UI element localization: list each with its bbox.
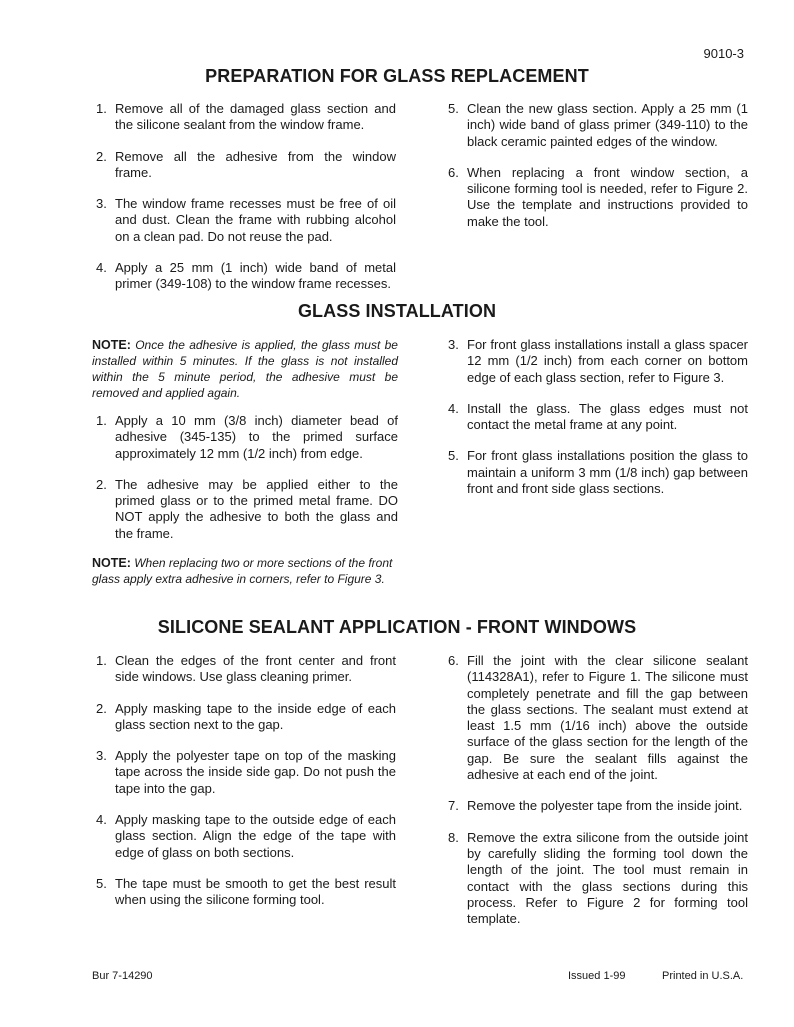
item-text: For front glass installations install a glass spacer 12 mm (1/2 inch) from each corner on bottom edge of each glass section, refer to Figure 3.: [467, 337, 748, 385]
item-number: 4.: [96, 260, 107, 276]
item-number: 1.: [96, 101, 107, 116]
item-text: Apply masking tape to the inside edge of each glass section next to the gap.: [115, 700, 396, 732]
item-number: 4.: [96, 812, 107, 828]
item-text: Apply the polyester tape on top of the masking tape across the inside side gap. Do not push the tape into the gap.: [115, 748, 396, 796]
section-title-installation: GLASS INSTALLATION: [297, 301, 497, 321]
item-text: Clean the new glass section. Apply a 25 mm (1 inch) wide band of glass primer (349-110) to the black ceramic painted edges of the window.: [467, 101, 748, 149]
list-item: [448, 448, 748, 497]
list-item: [448, 401, 748, 434]
sealant-right-column: [448, 653, 748, 942]
sealant-right-list: [448, 653, 748, 927]
item-number: 2.: [96, 700, 107, 716]
item-text: For front glass installations position the glass to maintain a uniform 3 mm (1/8 inch) gap between front and front side glass sections.: [467, 448, 748, 497]
item-text: Apply a 25 mm (1 inch) wide band of metal primer (349-108) to the window frame recesses.: [115, 260, 396, 292]
list-item: [96, 101, 396, 134]
item-number: 5.: [96, 875, 107, 891]
section-title-sealant: SILICONE SEALANT APPLICATION - FRONT WINDOWS: [157, 617, 637, 637]
prep-left-column: [96, 101, 396, 308]
item-text: Fill the joint with the clear silicone sealant (114328A1), refer to Figure 1. The silicone must completely penetrate and fill the gap between the glass sections. The sealant must extend at least 1.5 mm (1/16 inch) above the outside surface of the glass section for the length of the gap. Be sure the sealant fills against the adhesive at each end of the joint.: [467, 653, 748, 783]
item-number: 6.: [448, 164, 459, 180]
list-item: [96, 477, 398, 542]
install-note: [92, 337, 398, 401]
item-text: Remove the polyester tape from the inside joint.: [467, 798, 743, 814]
note-label: NOTE:: [92, 338, 131, 352]
install-right-list: [448, 337, 748, 497]
page-number: 9010-3: [703, 46, 744, 61]
note-text: Once the adhesive is applied, the glass must be installed within 5 minutes. If the glass is not installed within the 5 minute period, the adhesive must be removed and applied again.: [92, 338, 398, 400]
list-item: [96, 876, 396, 909]
item-text: Clean the edges of the front center and front side windows. Use glass cleaning primer.: [115, 653, 396, 685]
list-item: [448, 830, 748, 928]
sealant-left-list: [96, 653, 396, 909]
prep-left-list: [96, 101, 396, 293]
install-left-list: [92, 413, 398, 542]
footer-document-id: Bur 7-14290: [92, 970, 153, 982]
item-number: 3.: [96, 748, 107, 764]
item-number: 1.: [96, 413, 107, 428]
item-number: 5.: [448, 101, 459, 116]
footer-issued: Issued 1-99: [568, 970, 626, 982]
item-number: 3.: [448, 337, 459, 352]
item-number: 7.: [448, 798, 459, 814]
install-right-column: [448, 337, 748, 512]
list-item: [96, 149, 396, 182]
list-item: [96, 701, 396, 734]
item-number: 8.: [448, 829, 459, 845]
prep-right-column: [448, 101, 748, 245]
section-title-preparation: PREPARATION FOR GLASS REPLACEMENT: [205, 66, 589, 86]
item-number: 6.: [448, 653, 459, 668]
item-text: Remove the extra silicone from the outside joint by carefully sliding the forming tool down the length of the joint. The tool must remain in contact with the glass sections during this process. Refer to Figure 2 for forming tool template.: [467, 829, 748, 927]
prep-right-list: [448, 101, 748, 230]
item-number: 2.: [96, 476, 107, 492]
list-item: [448, 798, 748, 814]
item-number: 3.: [96, 196, 107, 212]
sealant-left-column: [96, 653, 396, 924]
note-text: When replacing two or more sections of the front glass apply extra adhesive in corners, refer to Figure 3.: [92, 556, 393, 586]
item-text: Remove all of the damaged glass section and the silicone sealant from the window frame.: [115, 101, 396, 133]
item-number: 5.: [448, 448, 459, 464]
list-item: [448, 165, 748, 230]
item-number: 4.: [448, 400, 459, 416]
item-text: Install the glass. The glass edges must not contact the metal frame at any point.: [467, 400, 748, 433]
list-item: [96, 196, 396, 245]
list-item: [96, 260, 396, 293]
item-text: Remove all the adhesive from the window frame.: [115, 148, 396, 180]
list-item: [96, 748, 396, 797]
item-number: 2.: [96, 148, 107, 164]
item-text: The tape must be smooth to get the best result when using the silicone forming tool.: [115, 875, 396, 908]
item-text: When replacing a front window section, a silicone forming tool is needed, refer to Figure 2. Use the template and instructions provided to make the tool.: [467, 164, 748, 229]
footer-printed: Printed in U.S.A.: [662, 970, 744, 982]
install-note-corners: [92, 555, 402, 587]
item-text: Apply a 10 mm (3/8 inch) diameter bead of adhesive (345-135) to the primed surface approximately 12 mm (1/2 inch) from edge.: [115, 413, 398, 461]
list-item: [448, 101, 748, 150]
list-item: [96, 413, 398, 462]
item-number: 1.: [96, 653, 107, 668]
note-label: NOTE:: [92, 556, 131, 570]
list-item: [448, 337, 748, 386]
item-text: Apply masking tape to the outside edge of each glass section. Align the edge of the tape with edge of glass on both sections.: [115, 812, 396, 860]
item-text: The window frame recesses must be free of oil and dust. Clean the frame with rubbing alcohol on a clean pad. Do not reuse the pad.: [115, 196, 396, 244]
list-item: [448, 653, 748, 783]
install-left-column: [92, 337, 398, 557]
list-item: [96, 812, 396, 861]
list-item: [96, 653, 396, 686]
item-text: The adhesive may be applied either to the primed glass or to the primed metal frame. DO NOT apply the adhesive to both the glass and the frame.: [115, 476, 398, 541]
